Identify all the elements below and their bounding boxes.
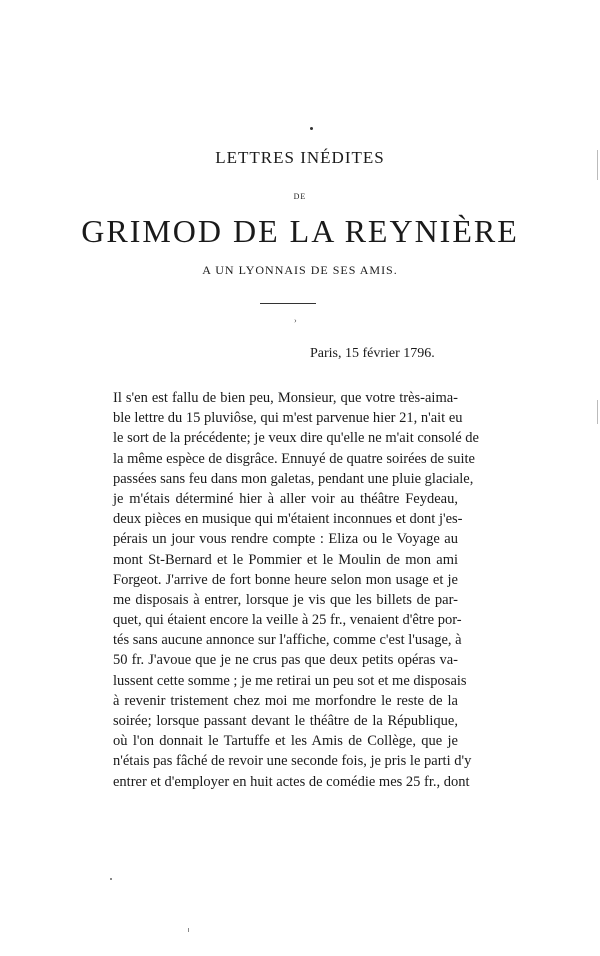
- text-line: mont St-Bernard et le Pommier et le Moulin de mon ami: [113, 551, 458, 568]
- page-edge-mark: [597, 150, 598, 180]
- page-speck: [110, 878, 112, 880]
- text-line: me disposais à entrer, lorsque je vis que les billets de par-: [113, 591, 458, 608]
- text-line: Forgeot. J'arrive de fort bonne heure selon mon usage et je: [113, 571, 458, 588]
- text-line: n'étais pas fâché de revoir une seconde fois, je pris le parti d'y: [113, 753, 472, 770]
- text-line: je m'étais déterminé hier à aller voir au théâtre Feydeau,: [113, 490, 458, 507]
- text-line: passées sans feu dans mon galetas, pendant une pluie glaciale,: [113, 470, 474, 487]
- text-line: pérais un jour vous rendre compte : Eliza ou le Voyage au: [113, 531, 458, 548]
- page-edge-mark: [597, 400, 598, 424]
- text-line: lussent cette somme ; je me retirai un peu sot et me disposais: [113, 672, 467, 689]
- text-line: ble lettre du 15 pluviôse, qui m'est parvenue hier 21, n'ait eu: [113, 410, 463, 427]
- connector-word: DE: [293, 192, 307, 201]
- ornament-mark: ›: [294, 316, 297, 325]
- text-line: 50 fr. J'avoue que je ne crus pas que deux petits opéras va-: [113, 652, 458, 669]
- text-line: le sort de la précédente; je veux dire qu'elle ne m'ait consolé de: [113, 430, 479, 447]
- text-line: soirée; lorsque passant devant le théâtre de la République,: [113, 713, 458, 729]
- text-line: où l'on donnait le Tartuffe et les Amis de Collège, que je: [113, 733, 458, 750]
- page-speck: [188, 928, 189, 932]
- text-line: entrer et d'employer en huit actes de comédie mes 25 fr., dont: [113, 773, 470, 790]
- text-line: tés sans aucune annonce sur l'affiche, comme c'est l'usage, à: [113, 632, 462, 649]
- text-line: deux pièces en musique qui m'étaient inconnues et dont j'es-: [113, 511, 463, 528]
- section-rule: [260, 303, 316, 304]
- letter-dateline: Paris, 15 février 1796.: [310, 346, 435, 361]
- printer-dot: [310, 127, 313, 130]
- dedication-line: A UN LYONNAIS DE SES AMIS.: [202, 263, 398, 277]
- series-title: LETTRES INÉDITES: [215, 148, 385, 167]
- text-line: Il s'en est fallu de bien peu, Monsieur, que votre très-aima-: [113, 390, 458, 406]
- letter-body: [113, 388, 479, 792]
- author-heading: GRIMOD DE LA REYNIÈRE: [81, 213, 519, 249]
- text-line: quet, qui étaient encore la veille à 25 fr., venaient d'être por-: [113, 612, 462, 629]
- text-line: la même espèce de disgrâce. Ennuyé de quatre soirées de suite: [113, 450, 475, 467]
- text-line: à revenir tristement chez moi me morfondre le reste de la: [113, 692, 458, 709]
